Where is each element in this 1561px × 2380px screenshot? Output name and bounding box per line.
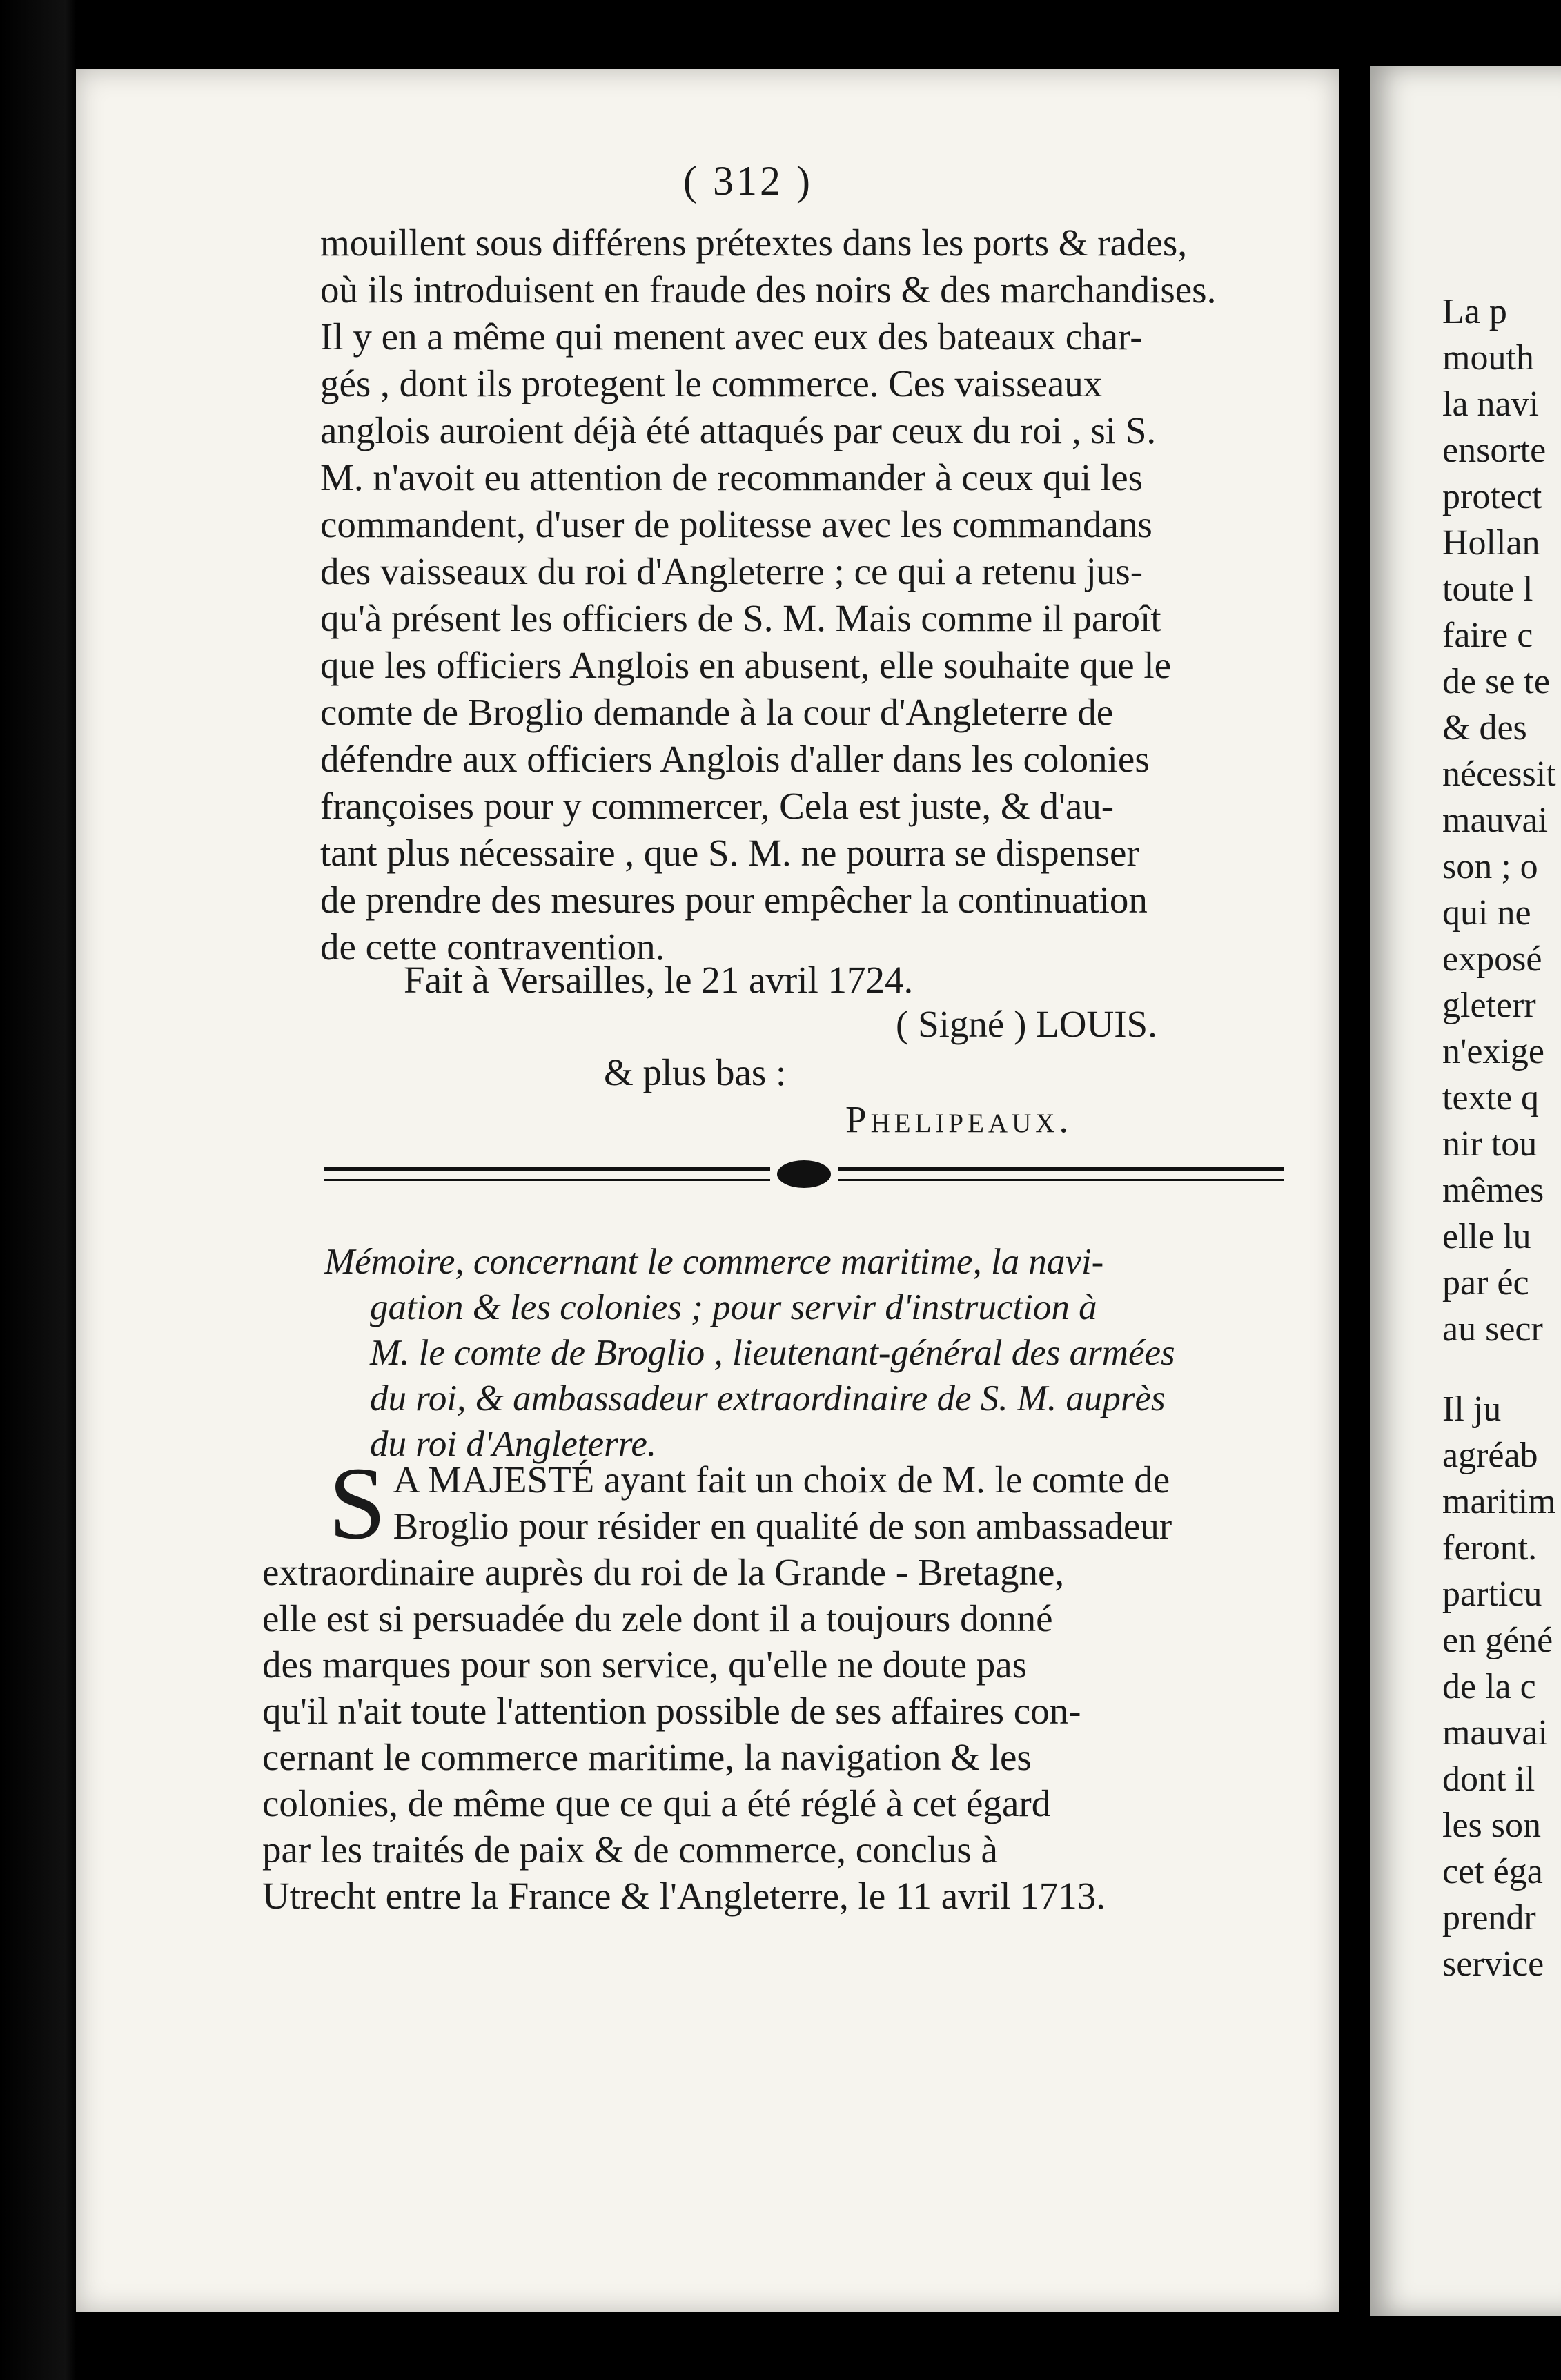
text-line: mouth	[1442, 338, 1534, 378]
heading-line: Mémoire, concernant le commerce maritime, la navi-	[324, 1242, 1104, 1282]
text-line: de la c	[1442, 1667, 1536, 1706]
text-line: agréab	[1442, 1436, 1538, 1475]
text-line: toute l	[1442, 569, 1533, 609]
plus-bas: & plus bas :	[604, 1051, 787, 1093]
text-line: La p	[1442, 292, 1507, 331]
text-line: françoises pour y commercer, Cela est juste, & d'au-	[320, 785, 1115, 827]
book-gutter	[1339, 48, 1370, 2340]
text-line: gleterr	[1442, 986, 1536, 1025]
text-line: comte de Broglio demande à la cour d'Angleterre de	[320, 691, 1114, 733]
heading-line: du roi, & ambassadeur extraordinaire de S. M. auprès	[370, 1378, 1166, 1418]
text-line: service	[1442, 1944, 1544, 1984]
text-line: extraordinaire auprès du roi de la Grande - Bretagne,	[262, 1551, 1065, 1593]
rule-left	[324, 1167, 770, 1181]
text-line: faire c	[1442, 616, 1533, 655]
text-line: par les traités de paix & de commerce, conclus à	[262, 1828, 998, 1871]
page-number: ( 312 )	[683, 158, 813, 204]
drop-cap: S	[328, 1446, 386, 1561]
countersignature: Phelipeaux.	[845, 1098, 1073, 1140]
text-line: nécessit	[1442, 754, 1556, 794]
text-line: anglois auroient déjà été attaqués par ceux du roi , si S.	[320, 409, 1157, 451]
text-line: qu'il n'ait toute l'attention possible de ses affaires con-	[262, 1690, 1081, 1732]
paragraph-continuation	[320, 220, 1293, 970]
text-line: Utrecht entre la France & l'Angleterre, le 11 avril 1713.	[262, 1875, 1106, 1917]
dateline: Fait à Versailles, le 21 avril 1724.	[404, 959, 914, 1001]
heading-line: du roi d'Angleterre.	[370, 1424, 657, 1464]
text-line: Hollan	[1442, 523, 1540, 563]
text-line: n'exige	[1442, 1032, 1544, 1071]
text-line: mouillent sous différens prétextes dans les ports & rades,	[320, 222, 1188, 264]
text-line: elle lu	[1442, 1217, 1531, 1256]
text-line: prendr	[1442, 1898, 1536, 1938]
text-line: en géné	[1442, 1621, 1553, 1660]
text-line: par éc	[1442, 1263, 1529, 1303]
text-line: Il ju	[1442, 1389, 1502, 1429]
text-line: ensorte	[1442, 431, 1547, 470]
text-line: exposé	[1442, 939, 1542, 979]
text-line: feront.	[1442, 1528, 1538, 1568]
text-line: commandent, d'user de politesse avec les commandans	[320, 503, 1152, 545]
text-line: qui ne	[1442, 893, 1531, 933]
text-line: de se te	[1442, 662, 1550, 701]
memoire-heading	[324, 1239, 1290, 1467]
text-line: cernant le commerce maritime, la navigation & les	[262, 1736, 1032, 1778]
text-line: de prendre des mesures pour empêcher la continuation	[320, 879, 1148, 921]
heading-line: M. le comte de Broglio , lieutenant-général des armées	[370, 1333, 1175, 1373]
text-line: où ils introduisent en fraude des noirs & des marchandises.	[320, 269, 1217, 311]
text-line: tant plus nécessaire , que S. M. ne pourra se dispenser	[320, 832, 1139, 874]
text-line: dont il	[1442, 1759, 1535, 1799]
text-line: gés , dont ils protegent le commerce. Ces vaisseaux	[320, 362, 1103, 404]
text-line: Il y en a même qui menent avec eux des bateaux char-	[320, 315, 1143, 358]
heading-line: gation & les colonies ; pour servir d'instruction à	[370, 1287, 1097, 1327]
text-line: elle est si persuadée du zele dont il a toujours donné	[262, 1597, 1053, 1639]
text-line: maritim	[1442, 1482, 1556, 1521]
text-line: la navi	[1442, 384, 1540, 424]
rule-right	[838, 1167, 1284, 1181]
text-line: cet éga	[1442, 1852, 1543, 1891]
text-line: protect	[1442, 477, 1542, 516]
text-line: mêmes	[1442, 1171, 1544, 1210]
text-line: mauvai	[1442, 1713, 1549, 1753]
text-line: A MAJESTÉ ayant fait un choix de M. le comte de	[393, 1459, 1170, 1501]
text-line: mauvai	[1442, 801, 1549, 840]
text-line: que les officiers Anglois en abusent, elle souhaite que le	[320, 644, 1172, 686]
body-paragraph	[262, 1446, 1295, 1919]
right-page-text-top	[1442, 289, 1561, 1352]
signature-line: ( Signé ) LOUIS.	[896, 1003, 1157, 1045]
text-line: particu	[1442, 1574, 1542, 1614]
text-line: colonies, de même que ce qui a été réglé à cet égard	[262, 1782, 1051, 1824]
text-line: qu'à présent les officiers de S. M. Mais comme il paroît	[320, 597, 1161, 639]
text-line: M. n'avoit eu attention de recommander à ceux qui les	[320, 456, 1143, 498]
text-line: des marques pour son service, qu'elle ne doute pas	[262, 1643, 1028, 1686]
text-line: & des	[1442, 708, 1527, 748]
text-line: son ; o	[1442, 847, 1538, 886]
text-line: texte q	[1442, 1078, 1540, 1118]
text-line: défendre aux officiers Anglois d'aller dans les colonies	[320, 738, 1150, 780]
ornamental-rule	[324, 1165, 1284, 1183]
fleuron-icon	[777, 1160, 831, 1188]
text-line: les son	[1442, 1806, 1541, 1845]
text-line: Broglio pour résider en qualité de son ambassadeur	[393, 1505, 1172, 1547]
text-line: nir tou	[1442, 1124, 1538, 1164]
text-line: au secr	[1442, 1309, 1543, 1349]
right-page-text-bottom	[1442, 1386, 1561, 1987]
text-line: des vaisseaux du roi d'Angleterre ; ce qui a retenu jus-	[320, 550, 1143, 592]
text-line: de cette contravention.	[320, 926, 665, 968]
